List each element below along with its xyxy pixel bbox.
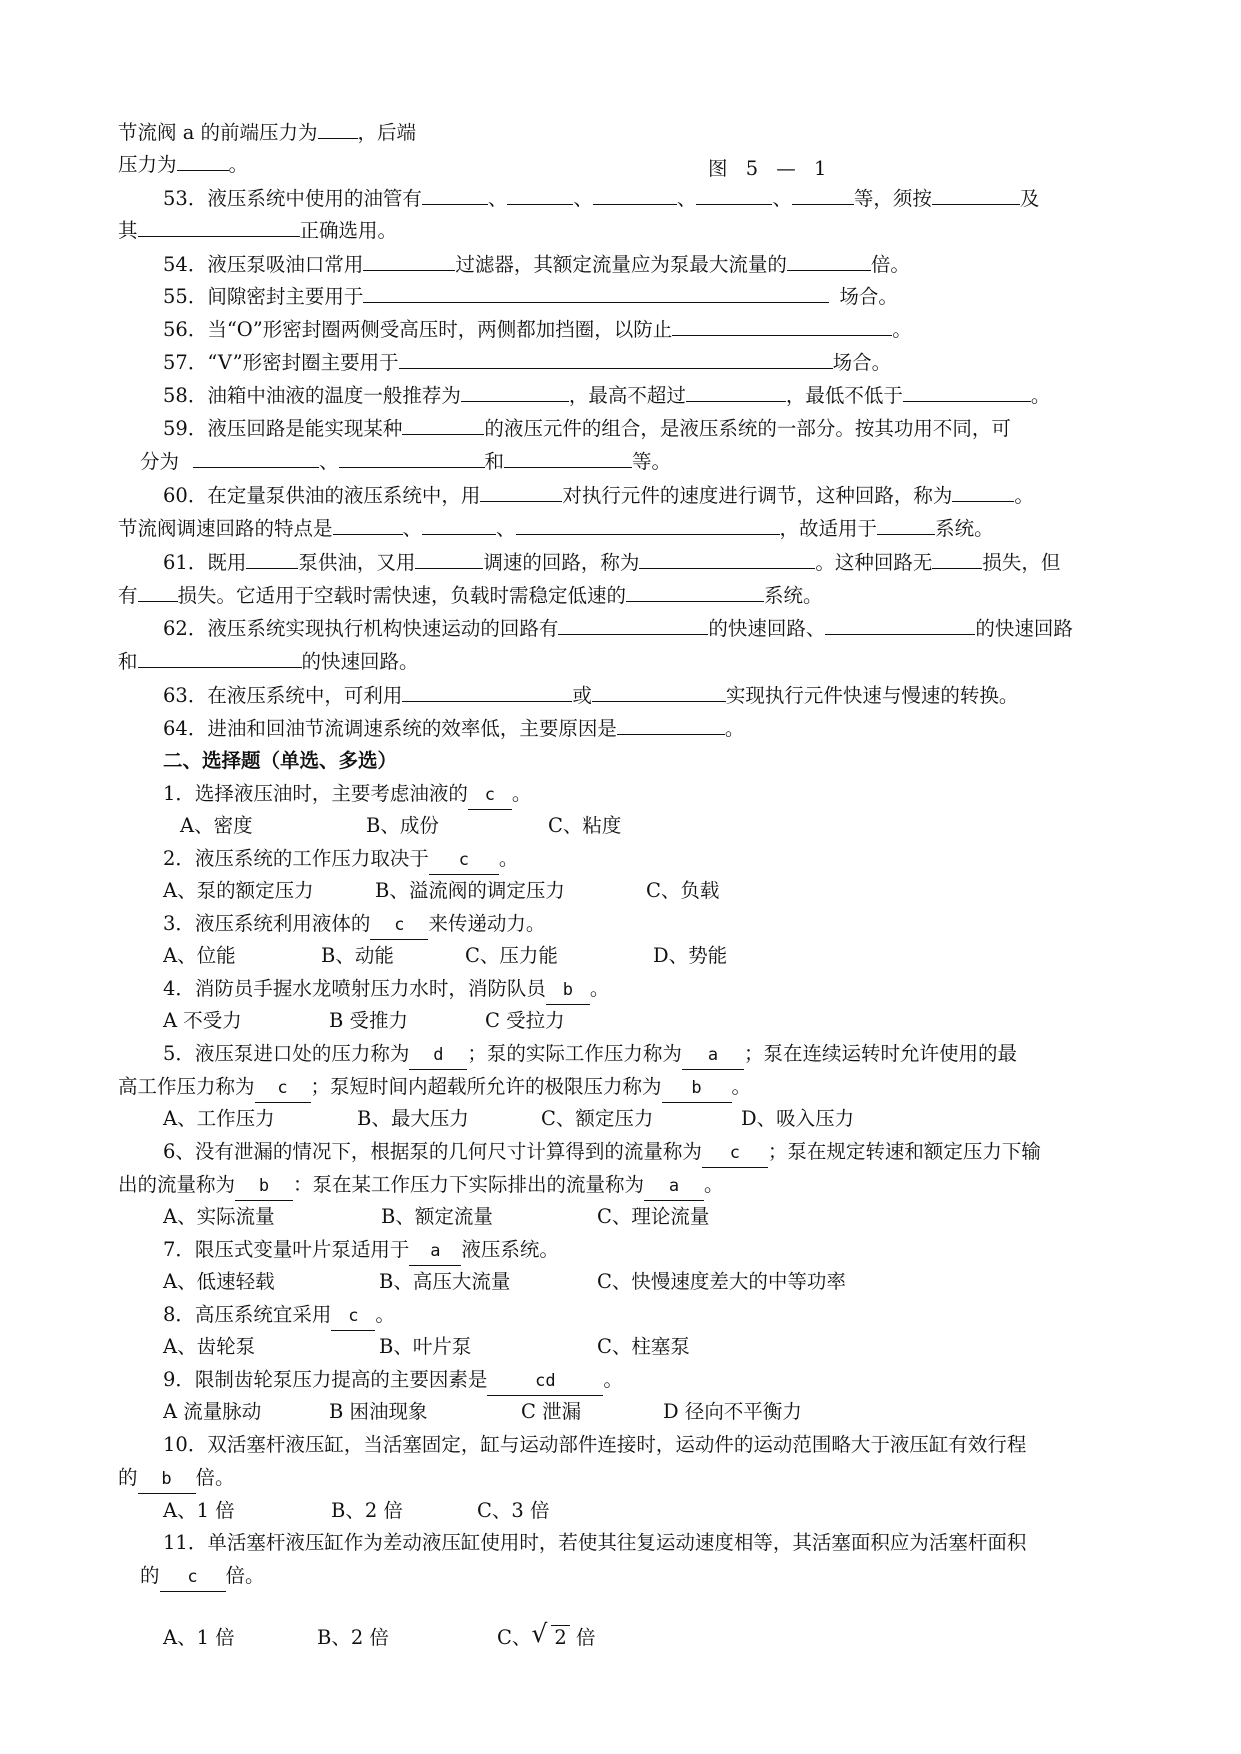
text: 来传递动力。 [428, 912, 546, 935]
text: 等。 [632, 450, 672, 473]
question-53 [163, 184, 1039, 213]
answer-blank [246, 548, 298, 569]
text: 55．间隙密封主要用于 [163, 285, 364, 308]
option: A、泵的额定压力 [163, 879, 314, 902]
option: C、负载 [646, 879, 720, 902]
answer-blank [558, 614, 708, 635]
text: 倍。 [195, 1466, 235, 1489]
answer-blank [402, 681, 572, 702]
question-60 [163, 481, 1034, 510]
text: 5．液压泵进口处的压力称为 [163, 1042, 410, 1065]
option: A 流量脉动 [163, 1400, 262, 1423]
text: 。 [724, 717, 745, 740]
option: B 困油现象 [329, 1400, 428, 1423]
text: 液压系统。 [461, 1238, 559, 1261]
answer-blank [617, 714, 725, 735]
answer-blank: a [682, 1041, 744, 1070]
text: 出的流量称为 [118, 1173, 236, 1196]
answer-blank [402, 414, 484, 435]
text: 分为 [140, 450, 180, 473]
sqrt-formula [531, 1619, 569, 1652]
question-62 [163, 614, 1073, 643]
text: 。这种回路无 [815, 551, 933, 574]
text: 56．当“O”形密封圈两侧受高压时，两侧都加挡圈，以防止 [163, 318, 673, 341]
answer-blank [516, 514, 780, 535]
option: B、高压大流量 [379, 1270, 511, 1293]
text: 的液压元件的组合，是液压系统的一部分。按其功用不同，可 [484, 417, 1011, 440]
figure-caption: 图 5 — 1 [708, 157, 833, 180]
text: 。 [892, 318, 912, 341]
question-59-cont [140, 447, 671, 476]
answer-blank [787, 250, 871, 271]
choice-question-7 [163, 1236, 559, 1266]
option: B、溢流阀的调定压力 [375, 879, 565, 902]
choice-question-6 [163, 1138, 1041, 1168]
text: ，最高不超过 [568, 384, 686, 407]
text: ，后端 [357, 121, 417, 144]
answer-blank [193, 447, 319, 468]
option: C、柱塞泵 [597, 1335, 690, 1358]
text: 损失，但 [982, 551, 1061, 574]
text: 的快速回路。 [301, 650, 419, 673]
text: 。 [589, 977, 610, 1000]
choice-question-3 [163, 910, 545, 940]
option: A、密度 [180, 814, 253, 837]
answer-blank: a [409, 1237, 461, 1266]
choice-question-11 [163, 1529, 1026, 1557]
text: 有 [118, 584, 138, 607]
text: 11．单活塞杆液压缸作为差动液压缸使用时，若使其往复运动速度相等，其活塞面积应为活塞杆面积 [163, 1531, 1027, 1554]
text: ，故适用于 [779, 517, 878, 540]
text: 压力为 [118, 153, 177, 176]
text: 对执行元件的速度进行调节，这种回路，称为 [562, 484, 953, 507]
text: 、 [487, 187, 508, 210]
text: 场合。 [832, 351, 892, 374]
answer-blank: c [370, 911, 428, 940]
answer-blank [333, 514, 403, 535]
text: 的快速回路 [975, 617, 1073, 640]
option: D 径向不平衡力 [663, 1400, 802, 1423]
text: 的 [118, 1466, 138, 1489]
text: 倍。 [870, 253, 910, 276]
text: 60．在定量泵供油的液压系统中，用 [163, 484, 481, 507]
option: A、齿轮泵 [163, 1335, 256, 1358]
text: 9．限制齿轮泵压力提高的主要因素是 [163, 1368, 488, 1391]
text: 系统。 [764, 584, 823, 607]
text: 和 [118, 650, 138, 673]
answer-blank: d [409, 1041, 467, 1070]
text: 54．液压泵吸油口常用 [163, 253, 364, 276]
answer-blank [504, 447, 632, 468]
option: A、工作压力 [163, 1107, 275, 1130]
option: C 泄漏 [521, 1400, 582, 1423]
text: 场合。 [839, 285, 898, 308]
option: C、额定压力 [541, 1107, 654, 1130]
answer-blank [138, 647, 302, 668]
option: A、低速轻载 [163, 1270, 275, 1293]
text: 实现执行元件快速与慢速的转换。 [725, 684, 1019, 707]
answer-blank: b [546, 976, 590, 1005]
answer-blank: c [331, 1302, 375, 1331]
text: 58．油箱中油液的温度一般推荐为 [163, 384, 461, 407]
answer-blank [639, 548, 815, 569]
answer-blank [339, 447, 485, 468]
answer-blank [138, 581, 178, 602]
text: ；泵短时间内超载所允许的极限压力称为 [310, 1075, 662, 1098]
answer-blank [696, 184, 772, 205]
text: 等，须按 [853, 187, 932, 210]
option-suffix: 倍 [576, 1626, 596, 1649]
text: 。 [1014, 484, 1034, 507]
text: 。 [603, 1368, 623, 1391]
choice-question-10-cont [118, 1464, 235, 1494]
answer-blank [177, 150, 229, 171]
choice-question-1 [163, 780, 531, 810]
question-54 [163, 250, 910, 279]
question-63 [163, 681, 1018, 710]
option [497, 1619, 596, 1652]
text: 。 [731, 1075, 752, 1098]
text: 63．在液压系统中，可利用 [163, 684, 403, 707]
question-61 [163, 548, 1060, 577]
answer-blank [363, 282, 829, 303]
answer-blank [138, 216, 300, 237]
answer-blank [422, 514, 496, 535]
option: B、2 倍 [317, 1626, 389, 1649]
option: C、理论流量 [597, 1205, 710, 1228]
text: 倍。 [225, 1564, 265, 1587]
choice-question-9 [163, 1366, 623, 1396]
text: 。 [704, 1173, 724, 1196]
text: 节流阀 a 的前端压力为 [118, 121, 318, 144]
text: 10．双活塞杆液压缸，当活塞固定，缸与运动部件连接时，运动件的运动范围略大于液压缸有效行程 [163, 1433, 1027, 1456]
text: 53．液压系统中使用的油管有 [163, 187, 422, 210]
question-57 [163, 348, 891, 377]
choice-question-11-cont [140, 1562, 265, 1592]
option: A、1 倍 [163, 1499, 235, 1522]
option: A、位能 [163, 944, 236, 967]
answer-blank [480, 481, 562, 502]
text: 、 [319, 450, 339, 473]
answer-blank [932, 184, 1020, 205]
text: 损失。它适用于空载时需快速，负载时需稳定低速的 [177, 584, 627, 607]
option: D、吸入压力 [741, 1107, 855, 1130]
text: ；泵在规定转速和额定压力下输 [767, 1140, 1041, 1163]
answer-blank: c [255, 1074, 311, 1103]
question-62-cont [118, 647, 419, 676]
text: 。 [1030, 384, 1051, 407]
answer-blank: cd [487, 1367, 603, 1396]
text: 的 [140, 1564, 160, 1587]
answer-blank [792, 184, 854, 205]
text: 及 [1019, 187, 1040, 210]
text: 1．选择液压油时，主要考虑油液的 [163, 782, 468, 805]
question-64 [163, 714, 744, 743]
question-61-cont [118, 581, 823, 610]
choice-question-5-cont [118, 1073, 751, 1103]
choice-question-4 [163, 975, 609, 1005]
radicand: 2 [551, 1625, 569, 1649]
text: 64．进油和回油节流调速系统的效率低，主要原因是 [163, 717, 617, 740]
option: B、叶片泵 [379, 1335, 472, 1358]
option-prefix: C、 [497, 1626, 532, 1649]
choice-question-10 [163, 1431, 1026, 1459]
answer-blank [932, 548, 982, 569]
answer-blank [903, 381, 1031, 402]
answer-blank [399, 348, 833, 369]
text: 。 [498, 847, 519, 870]
answer-blank: b [138, 1465, 196, 1494]
option: B 受推力 [329, 1009, 409, 1032]
option: A、1 倍 [163, 1626, 235, 1649]
option: C、3 倍 [477, 1499, 550, 1522]
text: 59．液压回路是能实现某种 [163, 417, 403, 440]
question-53-cont [118, 216, 397, 245]
text: 正确选用。 [299, 219, 398, 242]
text: 系统。 [935, 517, 994, 540]
text: 3．液压系统利用液体的 [163, 912, 371, 935]
choice-question-2 [163, 845, 518, 875]
text: 或 [572, 684, 592, 707]
question-55 [163, 282, 898, 311]
option: C、压力能 [465, 944, 558, 967]
answer-blank: a [644, 1172, 704, 1201]
text-line [118, 118, 416, 147]
choice-question-5 [163, 1040, 1017, 1070]
text: ：泵在某工作压力下实际排出的流量称为 [293, 1173, 645, 1196]
answer-blank [592, 681, 726, 702]
answer-blank [952, 481, 1014, 502]
question-58 [163, 381, 1050, 410]
answer-blank: c [160, 1563, 226, 1592]
answer-blank [318, 118, 358, 139]
answer-blank [877, 514, 935, 535]
option: B、成份 [366, 814, 439, 837]
question-56 [163, 315, 912, 344]
text: 6、没有泄漏的情况下，根据泵的几何尺寸计算得到的流量称为 [163, 1140, 702, 1163]
text: 的快速回路、 [708, 617, 826, 640]
answer-blank: b [662, 1074, 732, 1103]
option: B、动能 [321, 944, 394, 967]
option: B、2 倍 [331, 1499, 403, 1522]
option: B、额定流量 [381, 1205, 493, 1228]
radical-sign: √ [531, 1619, 548, 1648]
answer-blank [415, 548, 483, 569]
text: 、 [772, 187, 792, 210]
text: 、 [676, 187, 697, 210]
text: 8．高压系统宜采用 [163, 1303, 332, 1326]
answer-blank [507, 184, 573, 205]
text: 过滤器，其额定流量应为泵最大流量的 [455, 253, 787, 276]
answer-blank [626, 581, 764, 602]
text: 7．限压式变量叶片泵适用于 [163, 1238, 410, 1261]
text: 高工作压力称为 [118, 1075, 255, 1098]
question-60-cont [118, 514, 994, 543]
text: 4．消防员手握水龙喷射压力水时，消防队员 [163, 977, 546, 1000]
answer-blank [422, 184, 488, 205]
text: 节流阀调速回路的特点是 [118, 517, 333, 540]
answer-blank [593, 184, 677, 205]
text: 。 [511, 782, 532, 805]
answer-blank [825, 614, 975, 635]
option: C 受拉力 [485, 1009, 565, 1032]
answer-blank [686, 381, 786, 402]
section-title: 二、选择题（单选、多选） [163, 749, 398, 772]
text: 、 [496, 517, 516, 540]
answer-blank: b [235, 1172, 293, 1201]
text: 。 [375, 1303, 395, 1326]
text: 其 [118, 219, 138, 242]
answer-blank: c [468, 781, 512, 810]
text: 泵供油，又用 [298, 551, 416, 574]
option: A 不受力 [163, 1009, 242, 1032]
choice-question-8 [163, 1301, 395, 1331]
text: 、 [402, 517, 423, 540]
choice-question-6-cont [118, 1171, 724, 1201]
option: C、快慢速度差大的中等功率 [597, 1270, 846, 1293]
option: C、粘度 [548, 814, 622, 837]
text: ，最低不低于 [785, 384, 903, 407]
text: 调速的回路，称为 [483, 551, 640, 574]
option: B、最大压力 [357, 1107, 469, 1130]
text: 和 [484, 450, 505, 473]
text: 57．“V”形密封圈主要用于 [163, 351, 399, 374]
option: D、势能 [653, 944, 728, 967]
text: 62．液压系统实现执行机构快速运动的回路有 [163, 617, 559, 640]
text: 2．液压系统的工作压力取决于 [163, 847, 429, 870]
text: 61．既用 [163, 551, 247, 574]
text-line [118, 150, 248, 179]
text: ；泵的实际工作压力称为 [467, 1042, 682, 1065]
answer-blank [672, 315, 892, 336]
question-59 [163, 414, 1011, 443]
text: 。 [228, 153, 249, 176]
answer-blank [363, 250, 455, 271]
text: 、 [573, 187, 593, 210]
option: A、实际流量 [163, 1205, 275, 1228]
answer-blank: c [702, 1139, 768, 1168]
text: ；泵在连续运转时允许使用的最 [743, 1042, 1017, 1065]
answer-blank: c [429, 846, 499, 875]
answer-blank [461, 381, 569, 402]
